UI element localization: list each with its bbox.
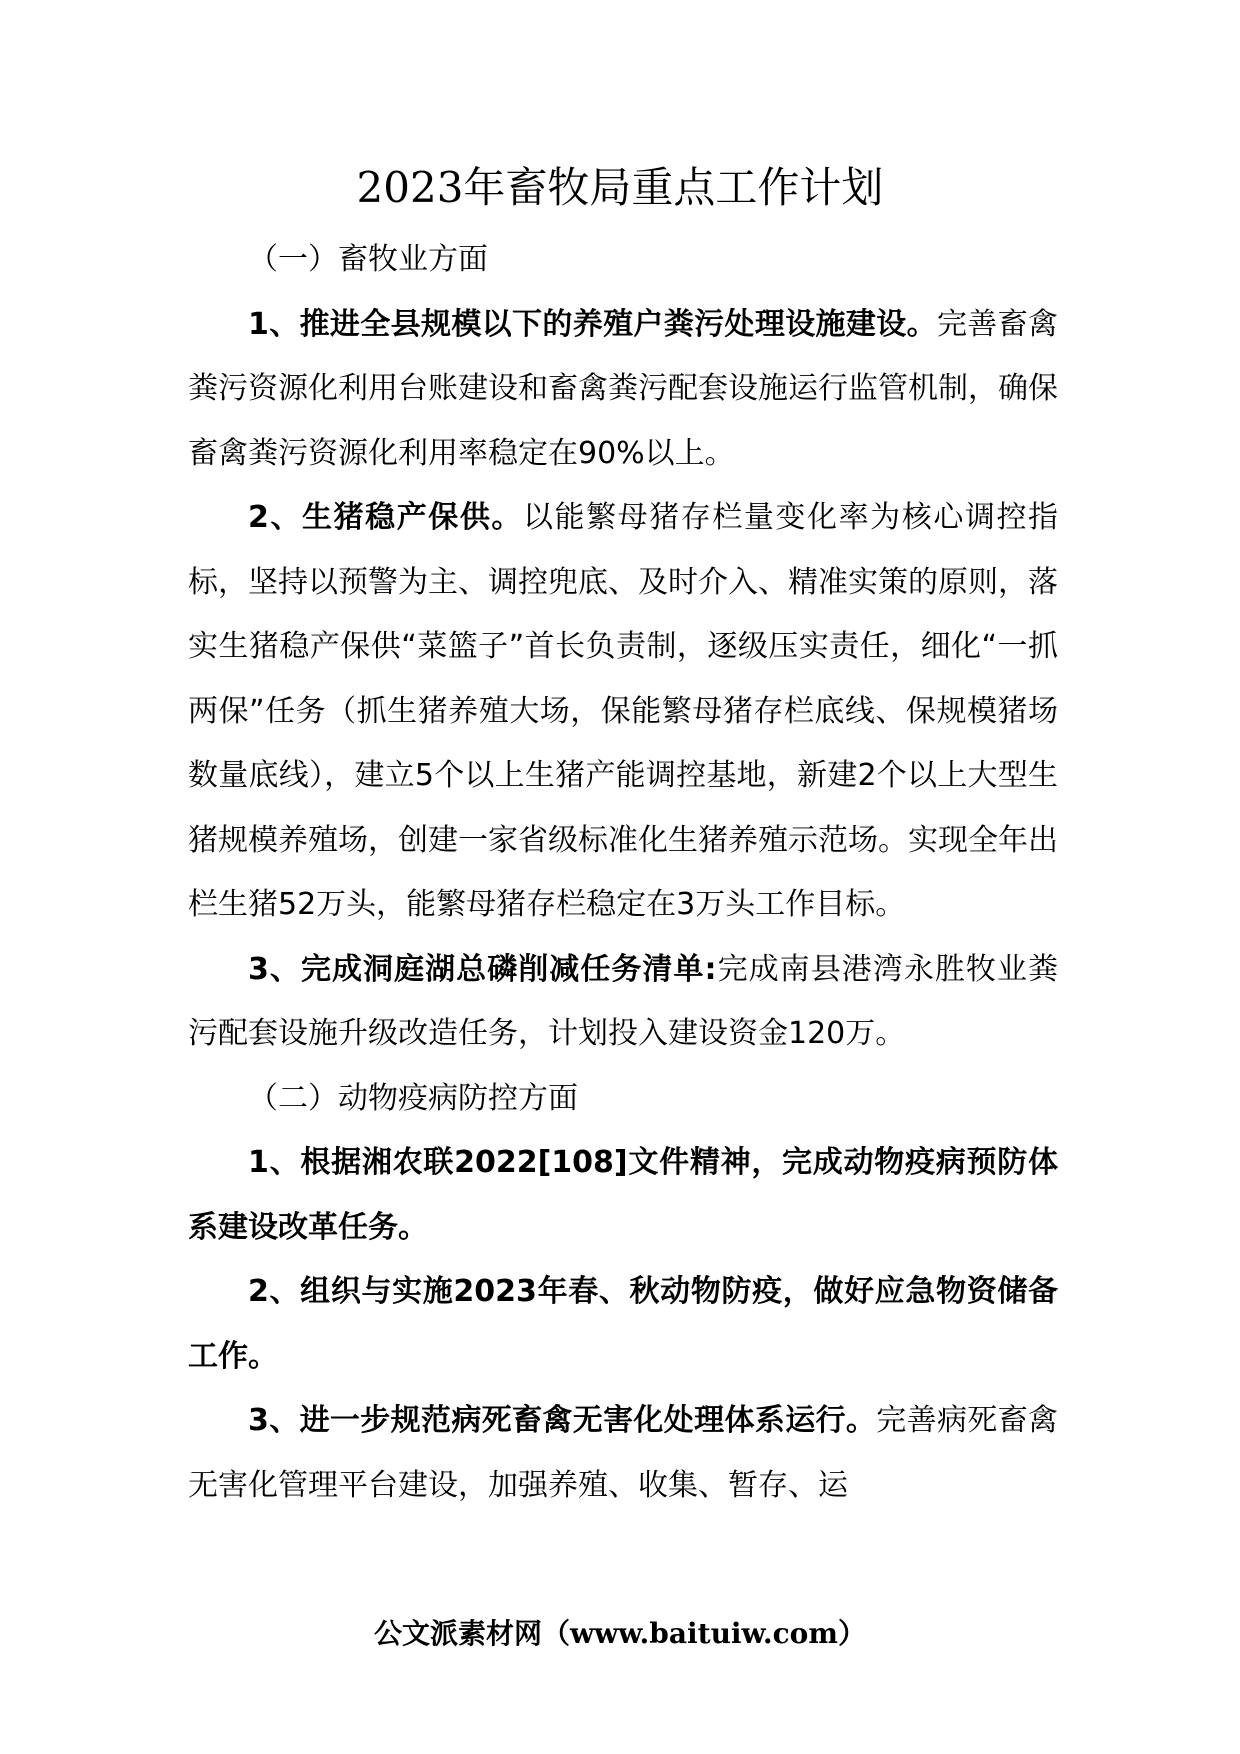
document-body: [188, 228, 1058, 1518]
paragraph-livestock-2: [188, 486, 1058, 938]
footer-watermark: 公文派素材网（www.baituiw.com）: [374, 1617, 866, 1650]
document-title: 2023年畜牧局重点工作计划: [356, 163, 884, 212]
paragraph-lead: 3、进一步规范病死畜禽无害化处理体系运行。: [248, 1403, 877, 1438]
paragraph-disease-1: 1、根据湘农联2022[108]文件精神，完成动物疫病预防体系建设改革任务。: [188, 1145, 1058, 1245]
paragraph-disease-2: 2、组织与实施2023年春、秋动物防疫，做好应急物资储备工作。: [188, 1274, 1058, 1374]
paragraph-disease-3: [188, 1389, 1058, 1518]
paragraph-livestock-1: [188, 293, 1058, 487]
paragraph-lead: 3、完成洞庭湖总磷削减任务清单:: [248, 951, 717, 987]
paragraph-lead: 1、推进全县规模以下的养殖户粪污处理设施建设。: [248, 306, 937, 342]
paragraph-text: 完善病死畜禽无害化管理平台建设，加强养殖、收集、暂存、运: [188, 1403, 1059, 1503]
section-heading-disease-control: （二）动物疫病防控方面: [248, 1080, 578, 1116]
paragraph-text: 以能繁母猪存栏量变化率为核心调控指标，坚持以预警为主、调控兜底、及时介入、精准实策的原则，落实生猪稳产保供“菜篮子”首长负责制，逐级压实责任，细化“一抓两保”任务（抓生猪养殖大场，保能繁母猪存栏底线、保规模猪场数量底线），建立5个以上生猪产能调控基地，新建2个以上大型生猪规模养殖场，创建一家省级标准化生猪养殖示范场。实现全年出栏生猪52万头，能繁母猪存栏稳定在3万头工作目标。: [188, 500, 1059, 922]
paragraph-text: 完成南县港湾永胜牧业粪污配套设施升级改造任务，计划投入建设资金120万。: [188, 951, 1059, 1051]
paragraph-lead: 2、生猪稳产保供。: [248, 500, 523, 535]
paragraph-livestock-3: [188, 938, 1058, 1067]
paragraph-text: 完善畜禽粪污资源化利用台账建设和畜禽粪污配套设施运行监管机制，确保畜禽粪污资源化利用率稳定在90%以上。: [188, 306, 1059, 471]
section-heading-livestock: （一）畜牧业方面: [248, 242, 488, 277]
